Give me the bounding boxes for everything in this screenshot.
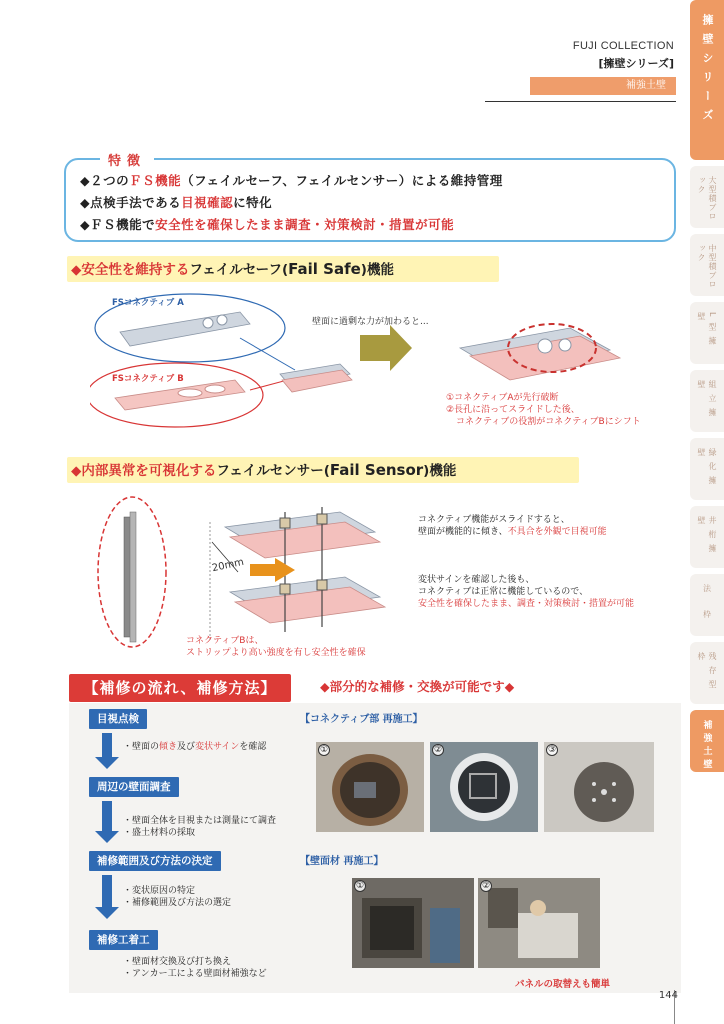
sidebar-tab-reinforced-wall[interactable]: 補強土壁	[690, 710, 724, 772]
step-note-1	[123, 741, 266, 753]
photo-caption-connective: 【コネクティブ部 再施工】	[300, 714, 423, 725]
failsensor-text-block-1	[418, 514, 607, 538]
failsensor-text: コネクティブは正常に機能しているので、	[418, 587, 589, 597]
step-note-4	[123, 956, 267, 980]
step-note-text: を確認	[239, 742, 267, 752]
failsensor-text-block-2	[418, 574, 634, 610]
heading-highlight: ◆安全性を維持する	[71, 262, 190, 278]
panel-replacement-note: パネルの取替えも簡単	[515, 979, 611, 990]
step-note-3	[123, 885, 231, 909]
failsafe-note-1: ①コネクティブAが先行破断	[446, 393, 559, 403]
feature-text: ◆ＦＳ機能で	[80, 217, 156, 232]
feature-line-3	[80, 214, 674, 236]
repair-subtitle: ◆部分的な補修・交換が可能です◆	[320, 679, 515, 694]
photo-number-1: ①	[355, 881, 365, 891]
failsafe-heading	[67, 256, 499, 282]
failsensor-caption-1: コネクティブBは、	[186, 636, 264, 646]
sidebar-tab-medium-block[interactable]: 中型積ブロック	[690, 234, 724, 296]
flow-arrow-icon	[95, 801, 119, 843]
photo-number-3: ③	[547, 745, 557, 755]
step-repair-work: 補修工着工	[89, 930, 158, 950]
failsensor-text-highlight: 安全性を確保したまま、調査・対策検討・措置が可能	[418, 599, 635, 609]
heading-english: Fail Safe	[288, 260, 361, 278]
photo-connective-1	[316, 742, 424, 832]
step-note-highlight: 変状サイン	[195, 742, 240, 752]
failsensor-text-highlight: 不具合を外観で目視可能	[507, 527, 607, 537]
step-repair-decision: 補修範囲及び方法の決定	[89, 851, 221, 871]
slide-distance: 20mm	[211, 556, 245, 575]
photo-wall-1	[352, 878, 474, 968]
transition-arrow	[360, 325, 412, 371]
feature-text: ◆２つの	[80, 173, 130, 188]
photo-connective-3	[544, 742, 654, 832]
heading-text: フェイルセンサー(	[216, 463, 330, 479]
sidebar-main-tab[interactable]: 擁壁シリーズ	[690, 0, 724, 160]
connective-a-plate	[120, 312, 250, 346]
sidebar-tab-slope-frame[interactable]: 法枠	[690, 574, 724, 636]
feature-line-2	[80, 192, 674, 214]
step-note-text: ・盛土材料の採取	[123, 828, 196, 838]
step-note-text: ・アンカー工による壁面材補強など	[123, 969, 267, 979]
step-note-text: ・補修範囲及び方法の選定	[123, 898, 232, 908]
photo-number-1: ①	[319, 745, 329, 755]
sidebar-tab-l-wall[interactable]: L型擁壁	[690, 302, 724, 364]
step-visual-inspection: 目視点検	[89, 709, 147, 729]
feature-highlight: 目視確認	[181, 195, 234, 210]
photo-number-2: ②	[481, 881, 491, 891]
step-note-2	[123, 815, 276, 839]
step-note-text: ・壁面全体を目視または測量にて調査	[123, 816, 277, 826]
series-title: [擁壁シリーズ]	[598, 57, 674, 70]
sidebar-tab-assembly-wall[interactable]: 組立擁壁	[690, 370, 724, 432]
step-note-text: 及び	[177, 742, 196, 752]
step-note-text: ・変状原因の特定	[123, 886, 196, 896]
feature-text: （フェイルセーフ、フェイルセンサー）による維持管理	[181, 173, 503, 188]
failsensor-heading	[67, 457, 579, 483]
failsafe-note-2: ②長孔に沿ってスライドした後、	[446, 405, 580, 415]
page-number: 144	[658, 990, 678, 1001]
feature-highlight: 安全性を確保したまま調査・対策検討・措置が可能	[155, 217, 455, 232]
photo-caption-wall: 【壁面材 再施工】	[300, 856, 384, 867]
features-title: 特徴	[100, 150, 154, 169]
photo-number-2: ②	[433, 745, 443, 755]
sidebar-tab-large-block[interactable]: 大型積ブロック	[690, 166, 724, 228]
heading-text: )機能	[360, 262, 394, 278]
photo-wall-2	[478, 878, 600, 968]
repair-title: 【補修の流れ、補修方法】	[69, 674, 291, 702]
feature-highlight: ＦＳ機能	[129, 173, 182, 188]
heading-highlight: ◆内部異常を可視化する	[71, 463, 217, 479]
failsensor-text: コネクティブ機能がスライドすると、	[418, 515, 570, 525]
connective-b-label: FSコネクティブ B	[112, 374, 184, 384]
failsensor-text: 変状サインを確認した後も、	[418, 575, 535, 585]
failsensor-diagram	[90, 492, 670, 662]
category-badge: 補強土壁	[530, 77, 676, 95]
failsafe-diagram	[90, 290, 670, 430]
feature-line-1	[80, 170, 674, 192]
brand-name: FUJI COLLECTION	[572, 40, 674, 52]
failsafe-illustration	[90, 290, 670, 430]
step-wall-survey: 周辺の壁面調査	[89, 777, 179, 797]
feature-text: ◆点検手法である	[80, 195, 182, 210]
flow-arrow-icon	[95, 733, 119, 769]
sidebar-tab-green-wall[interactable]: 緑化擁壁	[690, 438, 724, 500]
header-rule	[485, 101, 676, 102]
force-text: 壁面に過剰な力が加わると...	[312, 317, 429, 327]
step-note-highlight: 傾き	[159, 742, 178, 752]
step-note-text: ・壁面の	[123, 742, 160, 752]
connective-a-label: FSコネクティブ A	[112, 298, 184, 308]
slide-arrow	[250, 558, 295, 582]
flow-arrow-icon	[95, 875, 119, 919]
photo-connective-2	[430, 742, 538, 832]
sidebar-tab-crib-wall[interactable]: 井桁擁壁	[690, 506, 724, 568]
failsensor-text	[418, 526, 607, 538]
failsensor-caption-2: ストリップより高い強度を有し安全性を確保	[186, 648, 366, 658]
heading-text: フェイルセーフ(	[189, 262, 289, 278]
failsensor-text-plain: 壁面が機能的に傾き、	[418, 527, 508, 537]
heading-text: )機能	[423, 463, 457, 479]
features-box	[64, 158, 676, 242]
sidebar-tab-remaining-form[interactable]: 残存型枠	[690, 642, 724, 704]
step-note-text: ・壁面材交換及び打ち換え	[123, 957, 232, 967]
failsafe-note-3: コネクティブの役割がコネクティブBにシフト	[456, 417, 641, 427]
feature-text: に特化	[233, 195, 273, 210]
heading-english: Fail Sensor	[329, 461, 424, 479]
